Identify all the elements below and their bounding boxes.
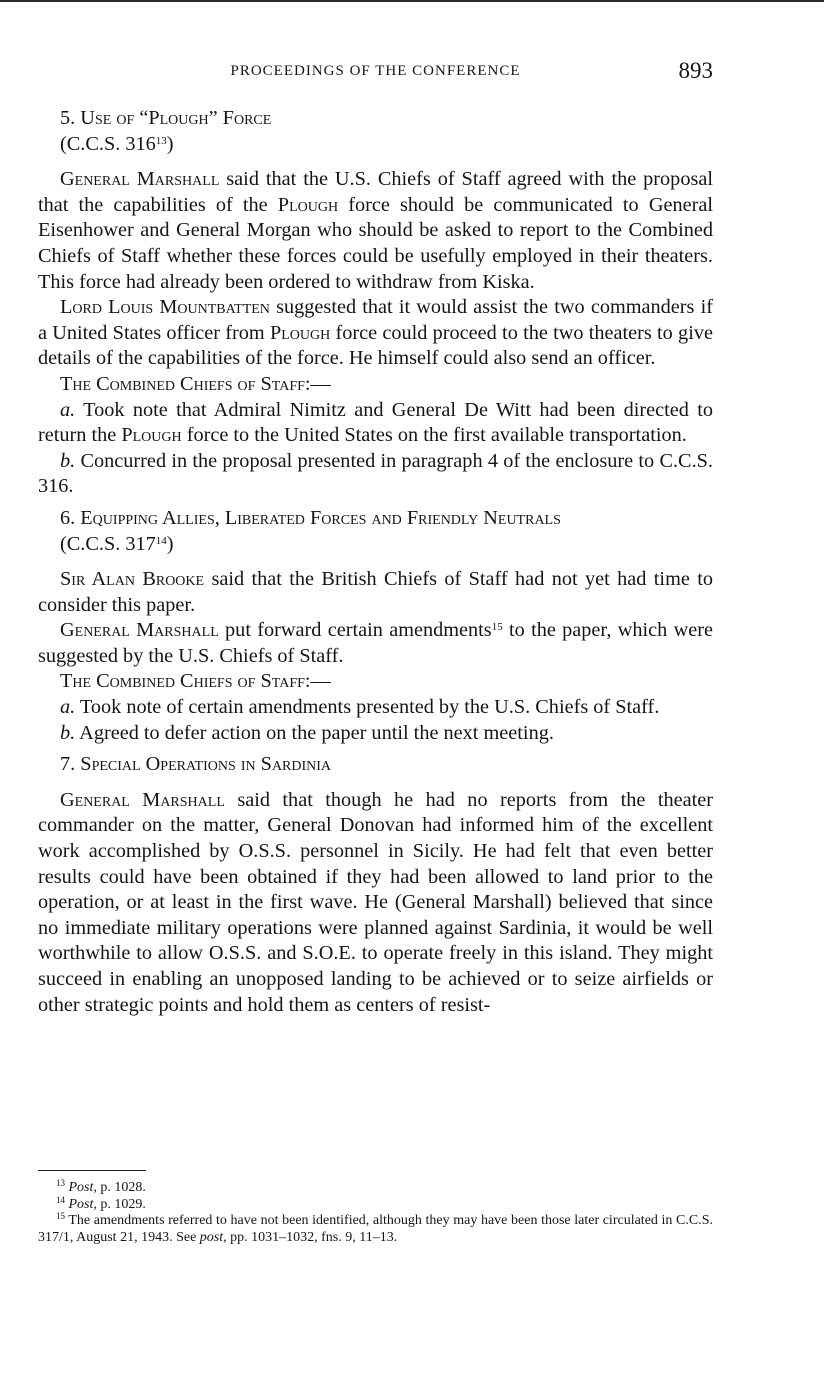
speaker-name: General Marshall: [60, 619, 219, 642]
footnote-14: [38, 1194, 713, 1214]
codename: Plough: [269, 321, 331, 344]
section-5-title-c: Force: [217, 107, 272, 129]
section-6-heading: [38, 506, 713, 532]
ccs-decision-intro: [38, 669, 713, 695]
paragraph-text: to the paper, which were suggested by the U.S. Chiefs of Staff.: [38, 619, 713, 667]
footnote-ref-15: 15: [491, 621, 503, 634]
item-text: Agreed to defer action on the paper until the next meeting.: [75, 721, 554, 744]
footnote-text: The amendments referred to have not been identified, although they may have been those later circulated in C.C.S. 317/1, August 21, 1943. See: [38, 1213, 713, 1245]
paragraph-text: put forward certain amendments: [218, 619, 492, 642]
item-label: b.: [60, 721, 76, 744]
footnote-number: 13: [56, 1178, 65, 1188]
paragraph: [38, 618, 713, 669]
running-header: [38, 58, 713, 86]
codename: Plough: [121, 424, 182, 447]
section-7-title: Special Operations in Sardinia: [80, 753, 332, 776]
section-6-reference: [38, 532, 713, 558]
speaker-name: Lord Louis Mountbatten: [60, 296, 270, 319]
section-5-heading: [38, 106, 713, 132]
section-5-ref-close: ): [166, 132, 174, 155]
paragraph-text: said that the U.S. Chiefs of Staff agreed with the proposal that the capabilities of the: [38, 168, 713, 216]
section-5-ref-text: (C.C.S. 316: [60, 132, 156, 155]
document-body: [38, 106, 713, 1018]
speaker-name: General Marshall: [60, 168, 220, 191]
section-6-ref-close: ): [166, 532, 174, 555]
decision-item-a: [38, 695, 713, 721]
footnote-text: pp. 1031–1032, fns. 9, 11–13.: [226, 1229, 398, 1245]
item-text: Concurred in the proposal presented in paragraph 4 of the enclosure to C.C.S. 316.: [38, 449, 713, 498]
footnote-ref-13: 13: [155, 134, 167, 147]
footnotes: [38, 1180, 713, 1246]
top-border: [0, 0, 824, 2]
ccs-label: The Combined Chiefs of Staff: [60, 372, 305, 395]
page-number: 893: [678, 58, 713, 83]
paragraph-text: said that though he had no reports from the theater commander on the matter, General Donovan had informed him of the excellent work accomplished by O.S.S. personnel in Sicily. He had felt that even better results could have been obtained if they had been allowed to land prior to the operation, or at least in the first wave. He (General Marshall) believed that since no immediate military operations were planned against Sardinia, it would be well worthwhile to allow O.S.S. and S.O.E. to operate freely in this island. They might succeed in enabling an unopposed landing to be achieved or to seize airfields or other strategic points and hold them as centers of resist-: [38, 788, 713, 1016]
ccs-label: The Combined Chiefs of Staff: [60, 670, 305, 693]
codename: Plough: [277, 193, 339, 216]
section-6-ref-text: (C.C.S. 317: [60, 532, 156, 555]
section-5-reference: [38, 132, 713, 158]
paragraph: [38, 167, 713, 295]
speaker-name: General Marshall: [60, 788, 225, 811]
paragraph: [38, 567, 713, 618]
paragraph-text: suggested that it would assist the two commanders if a United States officer from: [38, 296, 713, 344]
decision-item-b: [38, 721, 713, 747]
section-5-number: 5.: [60, 107, 76, 129]
paragraph-text: said that the British Chiefs of Staff had not yet had time to consider this paper.: [38, 568, 713, 616]
footnote-number: 14: [56, 1194, 65, 1205]
section-7-heading: [38, 752, 713, 778]
item-text: Took note that Admiral Nimitz and General De Witt had been directed to return the: [38, 398, 713, 447]
section-5-title-b: “Plough”: [139, 107, 218, 129]
paragraph-text: force should be communicated to General Eisenhower and General Morgan who should be asked to report to the Combined Chiefs of Staff whether these forces could be usefully employed in their theaters. This force had already been ordered to withdraw from Kiska.: [38, 193, 713, 293]
item-label: a.: [60, 398, 76, 421]
footnote-13: [38, 1180, 713, 1197]
ccs-decision-intro: [38, 372, 713, 398]
paragraph: [38, 788, 713, 1018]
running-title: PROCEEDINGS OF THE CONFERENCE: [230, 63, 521, 79]
decision-item-b: [38, 449, 713, 500]
section-5-title-a: Use of: [80, 107, 140, 129]
footnote-italic: post,: [199, 1229, 227, 1245]
ccs-dash: :—: [304, 670, 331, 693]
footnote-divider: [38, 1170, 146, 1171]
footnote-italic: Post,: [68, 1196, 97, 1212]
paragraph: [38, 295, 713, 372]
item-text: force to the United States on the first available transportation.: [181, 424, 687, 447]
item-label: a.: [60, 696, 76, 719]
footnote-text: p. 1029.: [96, 1196, 146, 1212]
item-text: Took note of certain amendments presented by the U.S. Chiefs of Staff.: [75, 696, 660, 719]
decision-item-a: [38, 398, 713, 449]
paragraph-text: force could proceed to the two theaters to give details of the capabilities of the force. He himself could also send an officer.: [38, 321, 713, 370]
speaker-name: Sir Alan Brooke: [60, 568, 205, 591]
section-7-number: 7.: [60, 753, 76, 776]
section-6-title: Equipping Allies, Liberated Forces and Friendly Neutrals: [80, 506, 561, 529]
footnote-number: 15: [56, 1211, 65, 1221]
item-label: b.: [60, 449, 76, 472]
footnote-italic: Post,: [68, 1180, 97, 1195]
footnote-15: [38, 1213, 713, 1246]
footnote-ref-14: 14: [155, 534, 167, 547]
footnote-text: p. 1028.: [96, 1180, 146, 1195]
section-6-number: 6.: [60, 506, 76, 529]
ccs-dash: :—: [304, 372, 331, 395]
